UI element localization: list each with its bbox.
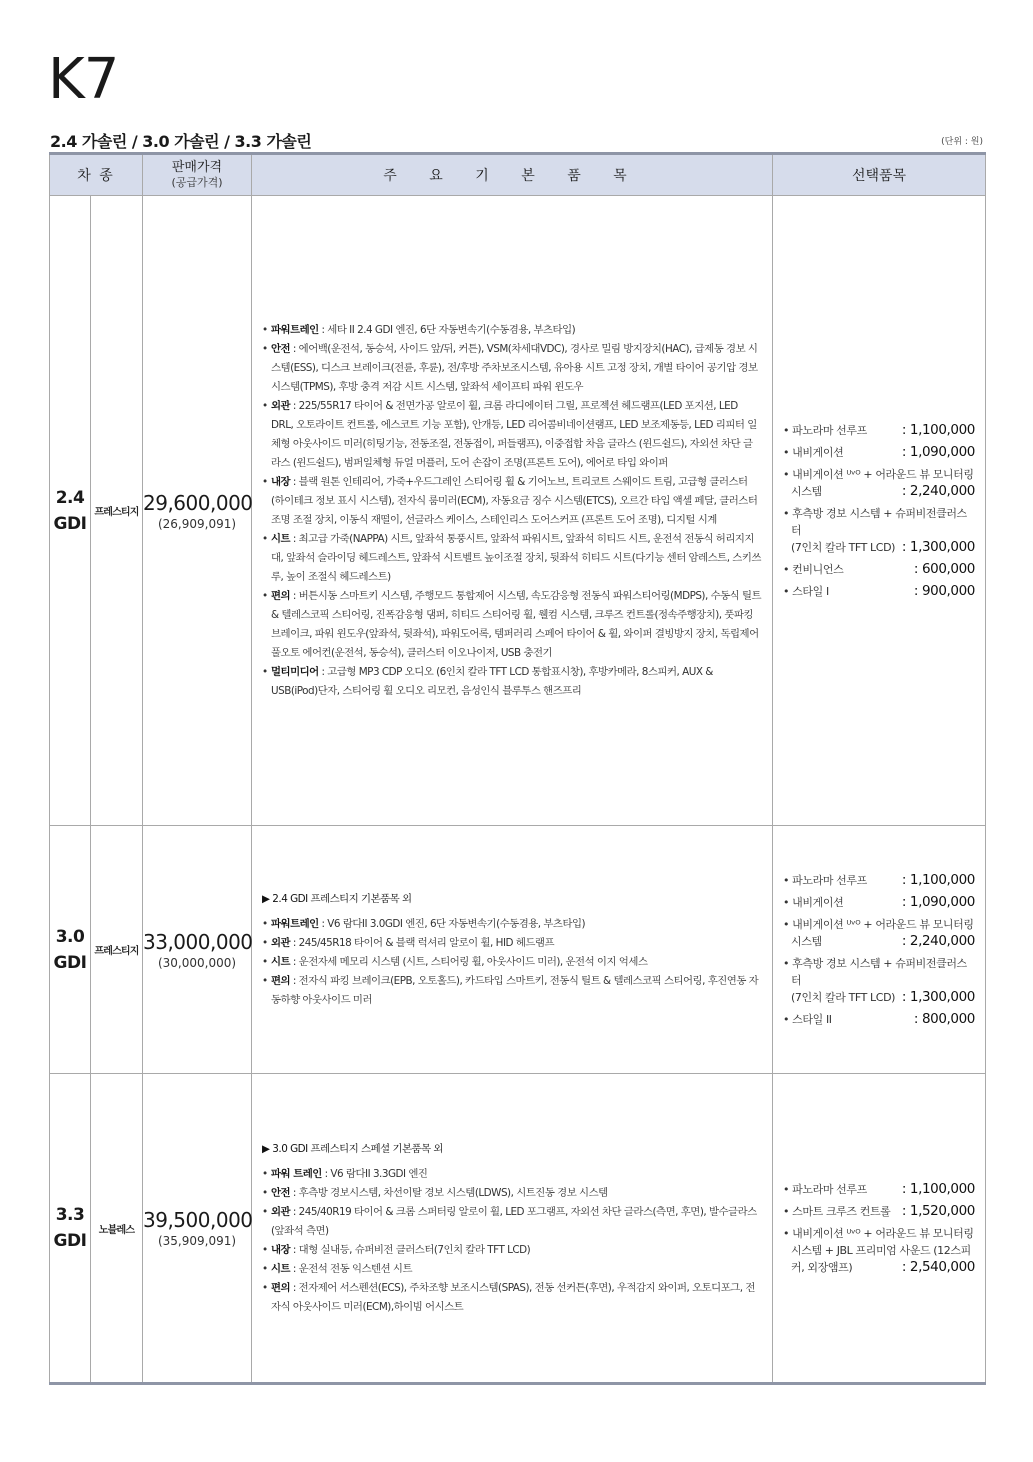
option-item — [783, 872, 975, 889]
option-price: : 800,000 — [913, 1010, 975, 1027]
option-price: : 1,300,000 — [901, 538, 975, 555]
feature-label: 외관 — [271, 399, 291, 412]
sale-price: 33,000,000 — [143, 929, 253, 954]
feature-item — [262, 397, 762, 473]
option-item — [783, 1181, 975, 1198]
price-cell — [143, 1074, 252, 1384]
option-price: : 1,090,000 — [901, 443, 975, 460]
header-options: 선택품목 — [773, 154, 986, 196]
feature-item — [262, 530, 762, 587]
engine-type: GDI — [53, 513, 87, 534]
feature-text: : 전자제어 서스펜션(ECS), 주차조향 보조시스템(SPAS), 전동 선커튼(후면), 우적감지 와이퍼, 오토디포그, 전자식 아웃사이드 미러(ECM),하이빔 어시스트 — [271, 1281, 755, 1313]
option-name: • 후측방 경보 시스템 + 슈퍼비전클러스터 — [783, 506, 967, 537]
feature-label: 외관 — [271, 936, 291, 949]
feature-label: 시트 — [271, 532, 291, 545]
option-name: • 후측방 경보 시스템 + 슈퍼비전클러스터 — [783, 956, 967, 987]
option-line2 — [783, 1259, 975, 1276]
bullet: • — [262, 475, 268, 488]
option-item — [783, 1225, 975, 1276]
engine-type: GDI — [53, 952, 87, 973]
feature-label: 편의 — [271, 589, 291, 602]
header-price-sub: (공급가격) — [171, 176, 223, 189]
table-row — [50, 1074, 986, 1384]
feature-text: : 대형 실내등, 슈퍼비전 클러스터(7인치 칼라 TFT LCD) — [290, 1243, 531, 1256]
option-name: • 내비게이션 — [783, 895, 844, 909]
options-cell — [773, 826, 986, 1074]
price-table — [49, 152, 986, 1385]
price-cell — [143, 196, 252, 826]
option-price: : 1,520,000 — [901, 1202, 975, 1219]
feature-label: 시트 — [271, 1262, 291, 1275]
option-price: : 900,000 — [913, 582, 975, 599]
feature-item — [262, 972, 762, 1010]
bullet: • — [262, 1281, 268, 1294]
feature-text: : 전자식 파킹 브레이크(EPB, 오토홀드), 카드타입 스마트키, 전동식 틸트 & 텔레스코픽 스티어링, 후진연동 자동하향 아웃사이드 미러 — [271, 974, 759, 1006]
engine-displacement: 3.3 — [55, 1205, 85, 1225]
option-name-cont: 시스템 — [791, 934, 822, 948]
feature-item — [262, 1184, 762, 1203]
option-name-cont: (7인치 칼라 TFT LCD) — [791, 540, 896, 554]
option-name: • 파노라마 선루프 — [783, 873, 867, 887]
feature-text: : 세타 II 2.4 GDI 엔진, 6단 자동변속기(수동겸용, 부츠타입) — [318, 323, 576, 336]
option-name: • 내비게이션 — [783, 445, 844, 459]
table-row — [50, 196, 986, 826]
bullet: • — [262, 323, 268, 336]
feature-text: : V6 람다II 3.3GDI 엔진 — [321, 1167, 428, 1180]
option-line2 — [783, 483, 975, 500]
feature-text: : 225/55R17 타이어 & 전면가공 알로이 휠, 크롬 라디에이터 그릴, 프로젝션 헤드램프(LED 포지션, LED DRL, 오토라이트 컨트롤, 에스코트 기능 포함), 안개등, LED 리어콤비네이션램프, LED 보조제동등, LED 리피터 일체형 아웃사이드 미러(히팅기능, 전동조절, 전동접이, 퍼들램프), 이중접합 차음 글라스 (윈드쉴드), 자외선 차단 글라스 (윈드쉴드), 범퍼일체형 듀얼 머플러, 도어 손잡이 조명(프론트 도어), 에어로 타입 와이퍼 — [271, 399, 757, 469]
price-cell — [143, 826, 252, 1074]
feature-item — [262, 1165, 762, 1184]
option-price: : 1,100,000 — [901, 871, 975, 888]
base-features-heading: ▶ 2.4 GDI 프레스티지 기본품목 외 — [262, 892, 412, 905]
option-name-cont: 커, 외장앰프) — [791, 1260, 853, 1274]
option-item — [783, 1011, 975, 1028]
supply-price: (30,000,000) — [157, 955, 237, 970]
option-price: : 1,300,000 — [901, 988, 975, 1005]
engine-cell — [50, 1074, 91, 1384]
feature-text: : 후측방 경보시스템, 차선이탈 경보 시스템(LDWS), 시트진동 경보 시스템 — [290, 1186, 608, 1199]
option-line2 — [783, 539, 975, 556]
feature-label: 안전 — [271, 1186, 291, 1199]
feature-label: 안전 — [271, 342, 291, 355]
option-price: : 1,090,000 — [901, 893, 975, 910]
bullet: • — [262, 955, 268, 968]
feature-item — [262, 1241, 762, 1260]
feature-text: : 최고급 가죽(NAPPA) 시트, 앞좌석 통풍시트, 앞좌석 파워시트, 앞좌석 히티드 시트, 운전석 전동식 허리지지대, 앞좌석 슬라이딩 헤드레스트, 앞좌석 시트벨트 높이조절 장치, 뒷좌석 히티드 시트(다기능 센터 암레스트, 스키쓰루, 높이 조절식 헤드레스트) — [271, 532, 761, 583]
feature-text: : 블랙 원톤 인테리어, 가죽+우드그레인 스티어링 휠 & 기어노브, 트리코트 스웨이드 트림, 고급형 클러스터 (하이테크 정보 표시 시스템), 전자식 룸미러(ECM), 자동요금 징수 시스템(ETCS), 오르간 타입 액셀 페달, 클러스터 조명 조절 장치, 이동식 재떨이, 선글라스 케이스, 스테인리스 도어스커프 (프론트 도어 조명), 디지털 시계 — [271, 475, 758, 526]
feature-text: : 에어백(운전석, 동승석, 사이드 앞/뒤, 커튼), VSM(차세대VDC), 경사로 밀림 방지장치(HAC), 급제동 경보 시스템(ESS), 디스크 브레이크(전륜, 후륜), 전/후방 주차보조시스템, 유아용 시트 고정 장치, 개별 타이어 공기압 경보시스템(TPMS), 후방 충격 저감 시트 시스템, 앞좌석 세이프티 파워 윈도우 — [271, 342, 758, 393]
feature-item — [262, 953, 762, 972]
header-main: 주 요 기 본 품 목 — [252, 154, 773, 196]
trim-name: 프레스티지 — [91, 196, 143, 826]
engine-type: GDI — [53, 1231, 87, 1251]
supply-price: (35,909,091) — [157, 1234, 237, 1248]
feature-text: : 고급형 MP3 CDP 오디오 (6인치 칼라 TFT LCD 통합표시창), 후방카메라, 8스피커, AUX & USB(iPod)단자, 스티어링 휠 오디오 리모컨, 음성인식 블루투스 핸즈프리 — [271, 665, 713, 697]
base-features-cell — [252, 826, 773, 1074]
option-name: • 파노라마 선루프 — [783, 1182, 867, 1196]
feature-label: 파워트레인 — [271, 323, 319, 336]
options-cell — [773, 1074, 986, 1384]
option-name-cont: 시스템 — [791, 484, 822, 498]
feature-label: 파워트레인 — [271, 917, 319, 930]
option-name: • 스마트 크루즈 컨트롤 — [783, 1204, 891, 1218]
header-type: 차 종 — [50, 154, 143, 196]
engine-displacement: 2.4 — [55, 487, 85, 508]
supply-price: (26,909,091) — [157, 516, 237, 531]
sale-price: 39,500,000 — [143, 1208, 253, 1232]
feature-label: 시트 — [271, 955, 291, 968]
bullet: • — [262, 342, 268, 355]
feature-item — [262, 1203, 762, 1241]
bullet: • — [262, 1243, 268, 1256]
option-line2 — [783, 933, 975, 950]
option-name: • 스타일 I — [783, 584, 829, 598]
bullet: • — [262, 936, 268, 949]
bullet: • — [262, 974, 268, 987]
engine-subtitle: 2.4 가솔린 / 3.0 가솔린 / 3.3 가솔린 — [50, 132, 312, 151]
bullet: • — [262, 665, 268, 678]
base-features-cell — [252, 196, 773, 826]
option-item — [783, 955, 975, 1006]
feature-text: : 버튼시동 스마트키 시스템, 주행모드 통합제어 시스템, 속도감응형 전동식 파워스티어링(MDPS), 수동식 틸트 & 텔레스코픽 스티어링, 진폭감응형 댐퍼, 히티드 스티어링 휠, 웰컴 시스템, 크루즈 컨트롤(정속주행장치), 풋파킹 브레이크, 파워 윈도우(앞좌석, 뒷좌석), 파워도어록, 템퍼러리 스페어 타이어 & 휠, 와이퍼 결빙방지 장치, 독립제어 풀오토 에어컨(운전석, 동승석), 클러스터 이오나이저, USB 충전기 — [271, 589, 762, 659]
option-name: • 내비게이션 ᵁᵛᴼ + 어라운드 뷰 모니터링 — [783, 917, 974, 931]
trim-name: 노블레스 — [91, 1074, 143, 1384]
option-price: : 1,100,000 — [901, 421, 975, 438]
bullet: • — [262, 1205, 268, 1218]
option-item — [783, 505, 975, 556]
model-title: K7 — [48, 47, 119, 112]
option-name: • 내비게이션 ᵁᵛᴼ + 어라운드 뷰 모니터링 시스템 + JBL 프리미엄 사운드 (12스피 — [783, 1226, 974, 1257]
feature-label: 내장 — [271, 1243, 291, 1256]
option-item — [783, 422, 975, 439]
option-item — [783, 1203, 975, 1220]
engine-displacement: 3.0 — [55, 926, 85, 947]
feature-text: : 운전자세 메모리 시스템 (시트, 스티어링 휠, 아웃사이드 미러), 운전석 이지 억세스 — [290, 955, 648, 968]
feature-item — [262, 663, 762, 701]
feature-label: 편의 — [271, 1281, 291, 1294]
sale-price: 29,600,000 — [143, 490, 253, 515]
option-price: : 2,240,000 — [901, 482, 975, 499]
feature-label: 멀티미디어 — [271, 665, 319, 678]
feature-label: 편의 — [271, 974, 291, 987]
engine-cell — [50, 826, 91, 1074]
feature-item — [262, 1279, 762, 1317]
feature-item — [262, 587, 762, 663]
option-price: : 2,540,000 — [901, 1258, 975, 1275]
feature-item — [262, 934, 762, 953]
option-price: : 2,240,000 — [901, 932, 975, 949]
base-features-heading: ▶ 3.0 GDI 프레스티지 스페셜 기본품목 외 — [262, 1142, 443, 1155]
unit-note: (단위 : 원) — [941, 137, 983, 147]
option-item — [783, 916, 975, 950]
bullet: • — [262, 589, 268, 602]
feature-item — [262, 340, 762, 397]
option-item — [783, 894, 975, 911]
option-item — [783, 466, 975, 500]
table-header-row — [50, 154, 986, 196]
feature-text: : 운전석 전동 익스텐션 시트 — [290, 1262, 413, 1275]
feature-text: : 245/45R18 타이어 & 블랙 럭셔리 알로이 휠, HID 헤드램프 — [290, 936, 554, 949]
table-row — [50, 826, 986, 1074]
options-cell — [773, 196, 986, 826]
option-item — [783, 444, 975, 461]
feature-label: 내장 — [271, 475, 291, 488]
trim-name: 프레스티지 — [91, 826, 143, 1074]
feature-text: : 245/40R19 타이어 & 크롬 스퍼터링 알로이 휠, LED 포그램프, 자외선 차단 글라스(측면, 후면), 발수글라스(앞좌석 측면) — [271, 1205, 757, 1237]
bullet: • — [262, 1262, 268, 1275]
feature-item — [262, 915, 762, 934]
option-item — [783, 561, 975, 578]
option-line2 — [783, 989, 975, 1006]
feature-item — [262, 321, 762, 340]
bullet: • — [262, 1167, 268, 1180]
bullet: • — [262, 532, 268, 545]
feature-item — [262, 1260, 762, 1279]
option-item — [783, 583, 975, 600]
option-price: : 600,000 — [913, 560, 975, 577]
feature-label: 파워 트레인 — [271, 1167, 322, 1180]
bullet: • — [262, 917, 268, 930]
base-features-cell — [252, 1074, 773, 1384]
option-name-cont: (7인치 칼라 TFT LCD) — [791, 990, 896, 1004]
option-name: • 파노라마 선루프 — [783, 423, 867, 437]
bullet: • — [262, 399, 268, 412]
feature-text: : V6 람다II 3.0GDI 엔진, 6단 자동변속기(수동겸용, 부츠타입) — [318, 917, 586, 930]
bullet: • — [262, 1186, 268, 1199]
option-price: : 1,100,000 — [901, 1180, 975, 1197]
feature-label: 외관 — [271, 1205, 291, 1218]
engine-cell — [50, 196, 91, 826]
header-price-label: 판매가격 — [171, 160, 223, 175]
option-name: • 컨비니언스 — [783, 562, 844, 576]
feature-item — [262, 473, 762, 530]
option-name: • 내비게이션 ᵁᵛᴼ + 어라운드 뷰 모니터링 — [783, 467, 974, 481]
header-price — [143, 154, 252, 196]
option-name: • 스타일 II — [783, 1012, 832, 1026]
